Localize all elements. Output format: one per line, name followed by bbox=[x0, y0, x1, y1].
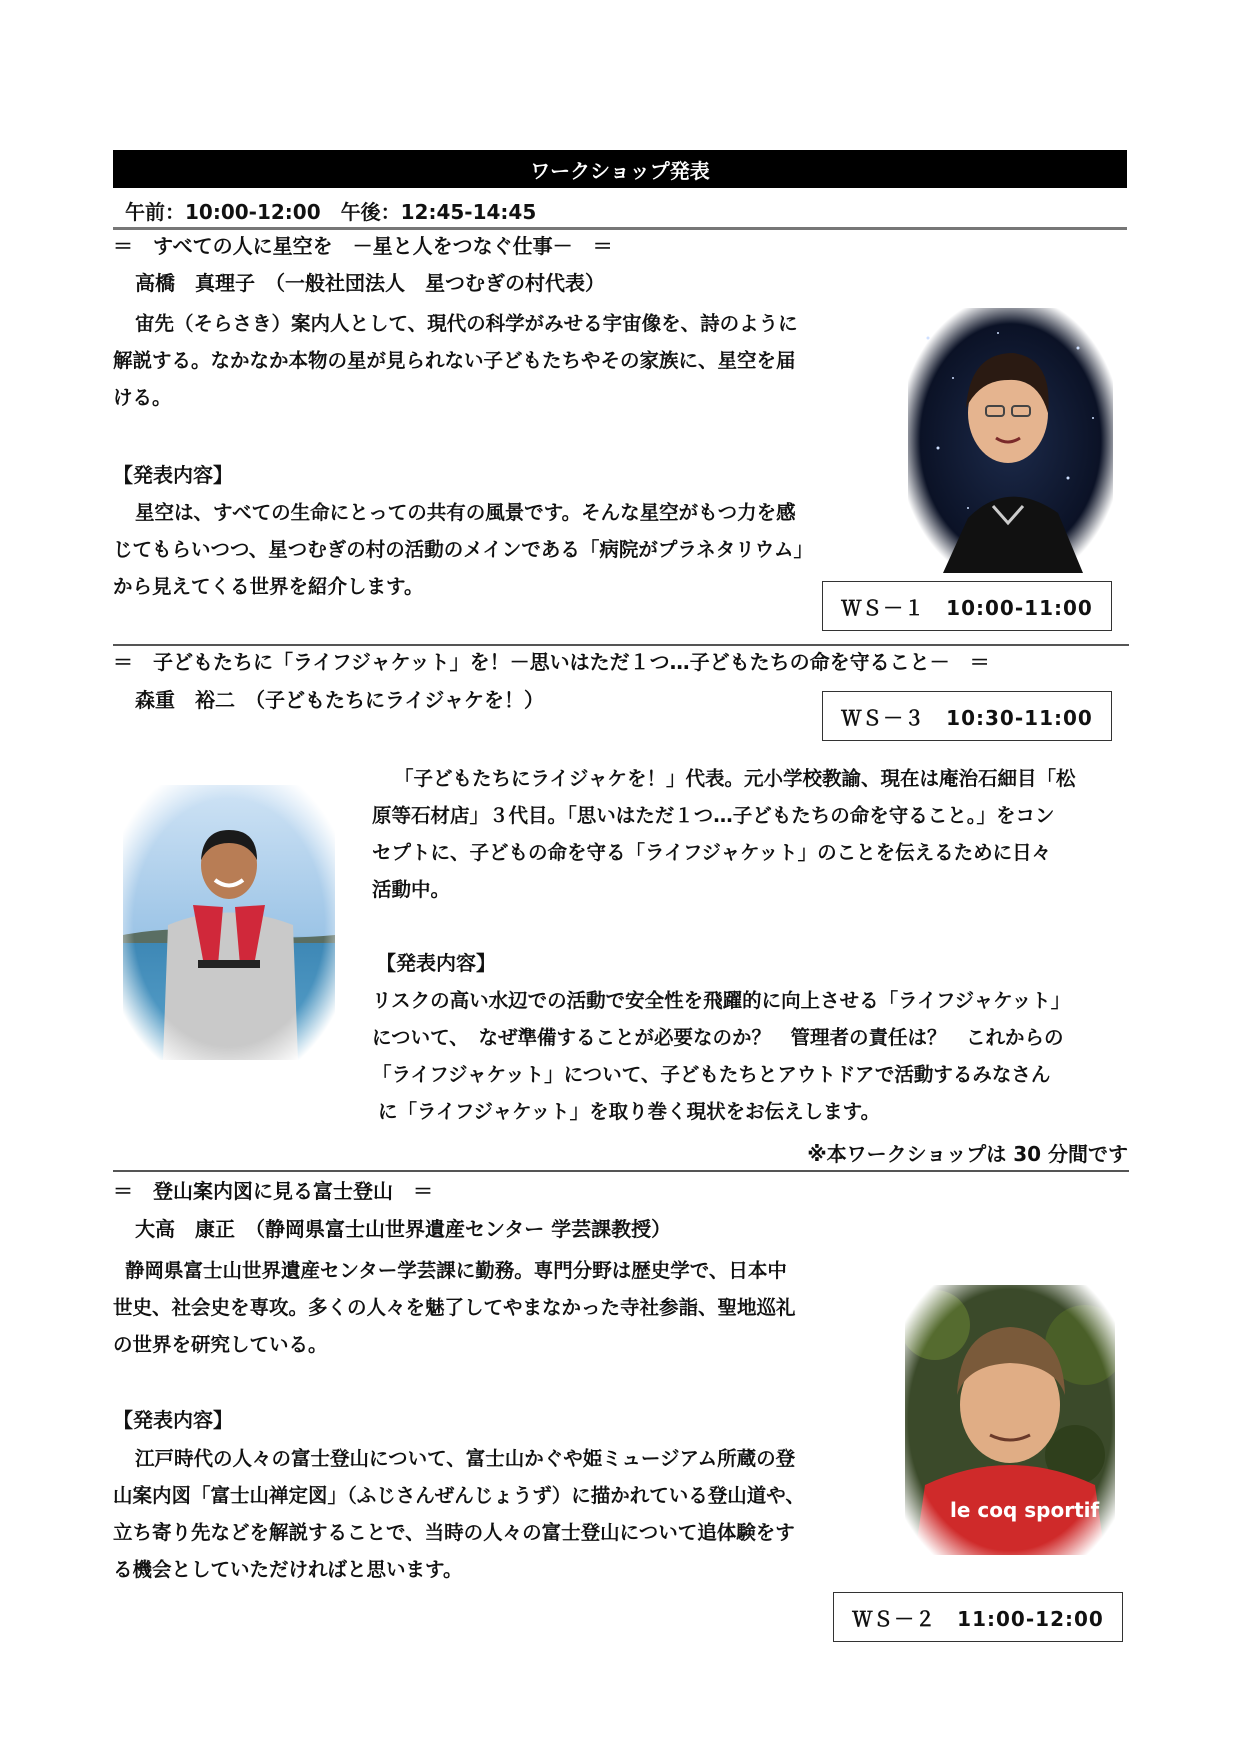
ws2-presenter: 大高 康正 （静岡県富士山世界遺産センター 学芸課教授） bbox=[135, 1217, 672, 1241]
ws1-content-line: から見えてくる世界を紹介します。 bbox=[113, 575, 424, 598]
ws1-bio bbox=[113, 305, 888, 416]
ws1-bio-line: ける。 bbox=[113, 386, 172, 409]
presenter-photo-otaka bbox=[905, 1285, 1115, 1555]
ws2-content-line: る機会としていただければと思います。 bbox=[113, 1558, 463, 1581]
ws3-session-label: ＷＳ－３ 10:30-11:00 bbox=[822, 691, 1112, 741]
schedule-times: 午前：10:00-12:00 午後：12:45-14:45 bbox=[125, 200, 537, 224]
ws1-bio-line: 解説する。なかなか本物の星が見られない子どもたちやその家族に、星空を届 bbox=[113, 349, 796, 372]
ws2-content-line: 山案内図「富士山禅定図」（ふじさんぜんじょうず）に描かれている登山道や、 bbox=[113, 1484, 805, 1507]
ws1-session-label: ＷＳ－１ 10:00-11:00 bbox=[822, 581, 1112, 631]
ws2-content bbox=[113, 1440, 888, 1588]
ws2-content-label: 【発表内容】 bbox=[113, 1408, 233, 1432]
ws1-content-line: じてもらいつつ、星つむぎの村の活動のメインである「病院がプラネタリウム」 bbox=[113, 538, 814, 561]
ws1-content-label: 【発表内容】 bbox=[113, 463, 233, 487]
ws3-bio-line: 原等石材店」３代目。「思いはただ１つ…子どもたちの命を守ること。」をコン bbox=[372, 804, 1055, 827]
ws1-content bbox=[113, 494, 888, 605]
ws3-content-line: リスクの高い水辺での活動で安全性を飛躍的に向上させる「ライフジャケット」 bbox=[372, 989, 1071, 1012]
ws2-heading: ＝ 登山案内図に見る富士登山 ＝ bbox=[113, 1179, 433, 1203]
ws3-bio-line: 「子どもたちにライジャケを！」代表。元小学校教諭、現在は庵治石細目「松 bbox=[394, 767, 1076, 790]
ws3-content-line: について、 なぜ準備することが必要なのか？ 管理者の責任は？ これからの bbox=[372, 1026, 1064, 1049]
ws1-bio-line: 宙先（そらさき）案内人として、現代の科学がみせる宇宙像を、詩のように bbox=[135, 312, 798, 335]
divider bbox=[113, 1170, 1129, 1172]
ws2-bio-line: 世史、社会史を専攻。多くの人々を魅了してやまなかった寺社参詣、聖地巡礼 bbox=[113, 1296, 796, 1319]
ws1-heading: ＝ すべての人に星空を －星と人をつなぐ仕事－ ＝ bbox=[113, 234, 613, 258]
ws3-heading: ＝ 子どもたちに「ライフジャケット」を！－思いはただ１つ…子どもたちの命を守ること－ ＝ bbox=[113, 650, 990, 674]
ws3-bio bbox=[372, 760, 1132, 908]
ws2-bio-line: 静岡県富士山世界遺産センター学芸課に勤務。専門分野は歴史学で、日本中 bbox=[125, 1259, 787, 1282]
ws1-presenter: 高橋 真理子 （一般社団法人 星つむぎの村代表） bbox=[135, 271, 605, 295]
ws3-content-line: 「ライフジャケット」について、子どもたちとアウトドアで活動するみなさん bbox=[372, 1063, 1051, 1086]
ws1-content-line: 星空は、すべての生命にとっての共有の風景です。そんな星空がもつ力を感 bbox=[135, 501, 796, 524]
ws3-content bbox=[372, 982, 1162, 1130]
ws2-bio bbox=[113, 1252, 888, 1363]
ws2-content-line: 江戸時代の人々の富士登山について、富士山かぐや姫ミュージアム所蔵の登 bbox=[135, 1447, 796, 1470]
ws3-presenter: 森重 裕二 （子どもたちにライジャケを！） bbox=[135, 688, 544, 712]
ws3-content-label: 【発表内容】 bbox=[376, 951, 496, 975]
ws3-duration-note: ※本ワークショップは 30 分間です bbox=[807, 1142, 1128, 1166]
page-header-bar bbox=[113, 150, 1127, 188]
presenter-photo-morishige bbox=[123, 785, 335, 1060]
divider bbox=[113, 227, 1127, 230]
divider bbox=[113, 644, 1129, 646]
ws2-bio-line: の世界を研究している。 bbox=[113, 1333, 328, 1356]
ws3-content-line: に「ライフジャケット」を取り巻く現状をお伝えします。 bbox=[378, 1100, 881, 1123]
presenter-photo-takahashi bbox=[908, 308, 1113, 573]
ws2-content-line: 立ち寄り先などを解説することで、当時の人々の富士登山について追体験をす bbox=[113, 1521, 795, 1544]
ws3-bio-line: セプトに、子どもの命を守る「ライフジャケット」のことを伝えるために日々 bbox=[372, 841, 1052, 864]
ws2-session-label: ＷＳ－２ 11:00-12:00 bbox=[833, 1592, 1123, 1642]
ws3-bio-line: 活動中。 bbox=[372, 878, 451, 901]
page-title: ワークショップ発表 bbox=[530, 158, 710, 183]
